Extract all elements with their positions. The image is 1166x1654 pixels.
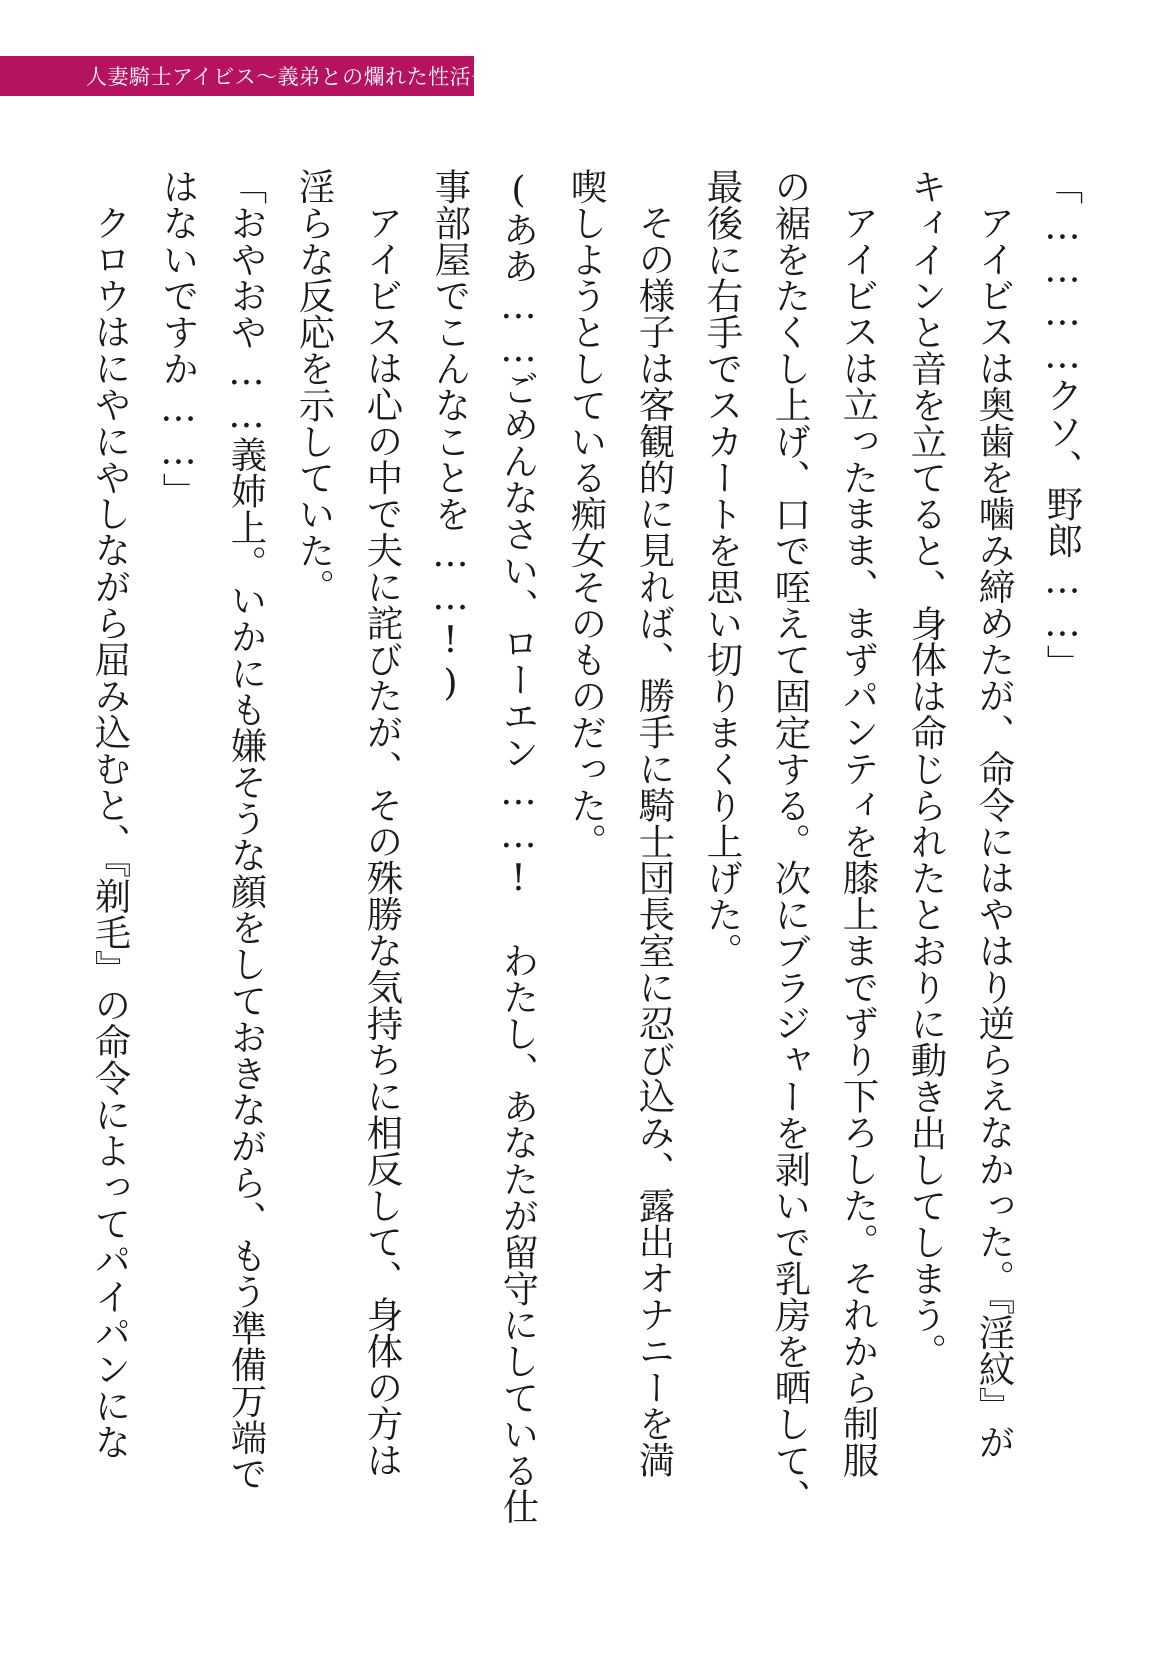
- text-line: 最後に右手でスカートを思い切りまくり上げた。: [701, 168, 744, 969]
- text-line: クロウはにやにやしながら屈み込むと、『剃毛』の命令によってパイパンにな: [89, 204, 132, 1460]
- text-line: の裾をたくし上げ、口で咥えて固定する。次にブラジャーを剥いで乳房を晒して、: [769, 168, 812, 1515]
- text-line: 「…………クソ、野郎……」: [1041, 168, 1084, 681]
- header-band: [0, 56, 493, 96]
- text-line: 淫らな反応を示していた。: [293, 168, 336, 605]
- text-line: アイビスは心の中で夫に詫びたが、その殊勝な気持ちに相反して、身体の方は: [361, 204, 404, 1478]
- text-line: 喫しようとしている痴女そのものだった。: [565, 168, 608, 860]
- text-line: その様子は客観的に見れば、勝手に騎士団長室に忍び込み、露出オナニーを満: [633, 204, 676, 1478]
- text-line: はないですか……」: [157, 168, 200, 509]
- running-header-title: 人妻騎士アイビス〜義弟との爛れた性活〜: [86, 65, 493, 89]
- text-line: アイビスは立ったまま、まずパンティを膝上までずり下ろした。それから制服: [837, 204, 880, 1478]
- text-line: (ああ……ごめんなさい、ローエン……! わたし、あなたが留守にしている仕: [497, 168, 540, 1525]
- text-line: 事部屋でこんなことを……!): [429, 168, 472, 704]
- vertical-text-body: [86, 168, 1096, 1624]
- text-line: 「おやおや……義姉上。いかにも嫌そうな顔をしておきながら、もう準備万端で: [225, 168, 268, 1492]
- text-line: アイビスは奥歯を噛み締めたが、命令にはやはり逆らえなかった。『淫紋』が: [973, 204, 1016, 1460]
- text-line: キィインと音を立てると、身体は命じられたとおりに動き出してしまう。: [905, 168, 948, 1370]
